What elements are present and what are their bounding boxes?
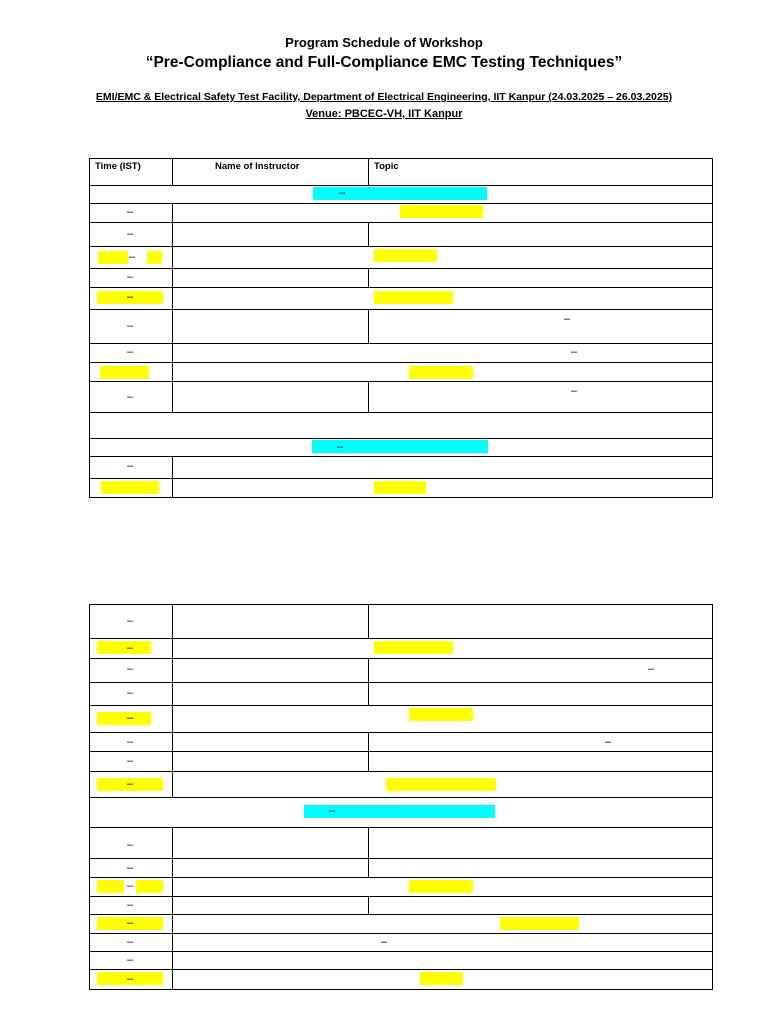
- column-header-topic: Topic: [374, 161, 399, 172]
- highlight-block: [400, 205, 483, 218]
- highlight-block: [409, 880, 473, 893]
- dash: –: [337, 441, 344, 453]
- dash: –: [127, 973, 134, 985]
- dash: –: [127, 615, 134, 627]
- venue-line: Venue: PBCEC-VH, IIT Kanpur: [305, 108, 463, 120]
- dash: –: [571, 385, 578, 397]
- dash: –: [127, 917, 134, 929]
- highlight-block: [97, 641, 151, 654]
- dash: –: [127, 755, 134, 767]
- dash: –: [127, 346, 134, 358]
- highlight-block: [136, 880, 163, 893]
- dash: –: [127, 687, 134, 699]
- dash: –: [127, 206, 134, 218]
- dash: –: [127, 954, 134, 966]
- dash: –: [127, 736, 134, 748]
- highlight-block: [100, 366, 149, 379]
- highlight-block: [97, 880, 124, 893]
- workshop-title: “Pre-Compliance and Full-Compliance EMC Testing Techniques”: [145, 54, 623, 71]
- dash: –: [129, 251, 136, 263]
- column-header-time: Time (IST): [95, 161, 141, 172]
- dash: –: [605, 736, 612, 748]
- highlight-block: [386, 778, 496, 791]
- dash: –: [339, 187, 346, 199]
- dash: –: [127, 936, 134, 948]
- highlight-block: [97, 712, 151, 725]
- highlight-block: [101, 481, 159, 494]
- highlight-block: [500, 917, 579, 930]
- dash: –: [329, 805, 336, 817]
- dash: –: [127, 291, 134, 303]
- highlight-block: [420, 972, 463, 985]
- highlight-block: [409, 708, 473, 721]
- schedule-title: Program Schedule of Workshop: [285, 35, 483, 50]
- highlight-block: [374, 481, 426, 494]
- dash: –: [648, 663, 655, 675]
- dash: –: [564, 313, 571, 325]
- dash: –: [127, 712, 134, 724]
- highlight-block: [374, 249, 437, 262]
- dash: –: [127, 663, 134, 675]
- highlight-block: [98, 251, 128, 264]
- highlight-block: [374, 641, 453, 654]
- dash: –: [127, 391, 134, 403]
- highlight-block: [409, 366, 473, 379]
- dash: –: [127, 271, 134, 283]
- dash: –: [127, 880, 134, 892]
- highlight-block: [374, 291, 453, 304]
- dash: –: [127, 778, 134, 790]
- dash: –: [127, 228, 134, 240]
- facility-line: EMI/EMC & Electrical Safety Test Facility, Department of Electrical Engineering, IIT Kanpur (24.03.2025 – 26.03.2025): [95, 91, 673, 103]
- dash: –: [127, 862, 134, 874]
- dash: –: [127, 839, 134, 851]
- dash: –: [127, 320, 134, 332]
- dash: –: [127, 899, 134, 911]
- dash: –: [381, 936, 388, 948]
- dash: –: [127, 642, 134, 654]
- dash: –: [571, 346, 578, 358]
- highlight-block: [147, 251, 162, 264]
- dash: –: [127, 460, 134, 472]
- column-header-instructor: Name of Instructor: [215, 161, 300, 172]
